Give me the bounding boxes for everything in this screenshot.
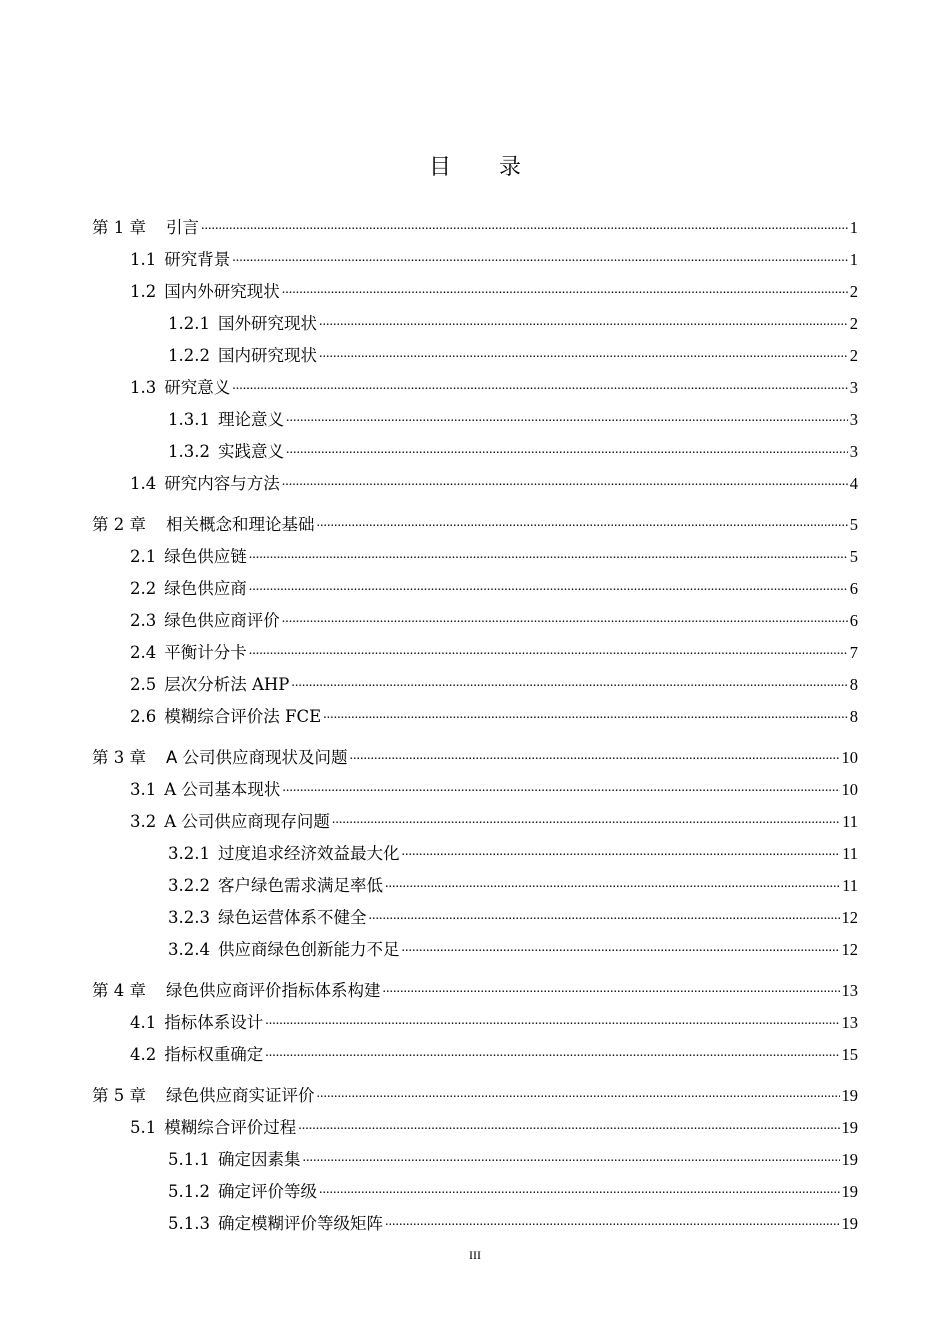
toc-entry-page: 11: [842, 812, 858, 831]
toc-entry-page: 15: [841, 1045, 858, 1064]
toc-dot-leader: [385, 866, 840, 900]
page-title: [0, 150, 950, 181]
toc-entry-title: 国内研究现状: [217, 346, 317, 365]
toc-entry-page: 11: [842, 844, 858, 863]
toc-entry-page: 11: [842, 876, 858, 895]
toc-dot-leader: [302, 1140, 839, 1174]
toc-entry-number: 第 2 章: [92, 515, 146, 534]
toc-dot-leader: [332, 802, 840, 836]
toc-entry-page: 8: [849, 707, 858, 726]
toc-dot-leader: [385, 1204, 840, 1238]
toc-entry-number: 5.1.1: [168, 1150, 210, 1169]
toc-dot-leader: [383, 971, 840, 1005]
toc-dot-leader: [319, 304, 848, 338]
toc-entry-title: A 公司基本现状: [164, 780, 281, 799]
toc-entry-page: 6: [849, 579, 858, 598]
toc-entry-title: 研究内容与方法: [164, 474, 280, 493]
toc-entry-page: 2: [849, 282, 858, 301]
toc-entry-page: 19: [841, 1150, 858, 1169]
toc-entry-number: 5.1.3: [168, 1214, 210, 1233]
toc-entry-page: 2: [849, 314, 858, 333]
toc-dot-leader: [265, 1035, 839, 1069]
toc-dot-leader: [249, 569, 848, 603]
toc-dot-leader: [232, 240, 848, 274]
toc-entry-title: 相关概念和理论基础: [166, 515, 315, 534]
table-of-contents: [92, 212, 858, 1240]
toc-entry-title: 绿色运营体系不健全: [217, 908, 367, 927]
toc-entry-number: 3.2.4: [168, 940, 210, 959]
toc-dot-leader: [282, 464, 848, 498]
toc-entry-number: 3.2.1: [168, 844, 210, 863]
toc-entry-number: 1.3.2: [168, 442, 210, 461]
toc-dot-leader: [249, 537, 848, 571]
toc-dot-leader: [249, 633, 848, 667]
toc-entry-number: 4.2: [130, 1045, 157, 1064]
toc-entry-number: 第 4 章: [92, 981, 146, 1000]
toc-dot-leader: [317, 1076, 840, 1110]
toc-entry-page: 13: [841, 981, 858, 1000]
toc-entry-number: 4.1: [130, 1013, 157, 1032]
toc-entry-number: 3.1: [130, 780, 157, 799]
toc-entry-title: 绿色供应商评价: [164, 611, 280, 630]
toc-dot-leader: [286, 400, 848, 434]
toc-entry-page: 3: [849, 442, 858, 461]
toc-entry-page: 3: [849, 378, 858, 397]
toc-entry-number: 1.1: [130, 250, 157, 269]
toc-dot-leader: [232, 368, 848, 402]
toc-section-entry[interactable]: [92, 1039, 858, 1071]
toc-entry-number: 第 5 章: [92, 1086, 146, 1105]
toc-entry-page: 19: [841, 1118, 858, 1137]
toc-entry-number: 2.4: [130, 643, 157, 662]
toc-entry-title: 确定评价等级: [217, 1182, 317, 1201]
toc-dot-leader: [401, 834, 840, 868]
toc-dot-leader: [282, 601, 848, 635]
toc-entry-title: 确定模糊评价等级矩阵: [217, 1214, 383, 1233]
toc-entry-page: 2: [849, 346, 858, 365]
toc-entry-page: 6: [849, 611, 858, 630]
toc-entry-title: 模糊综合评价过程: [164, 1118, 297, 1137]
toc-entry-page: 4: [849, 474, 858, 493]
toc-entry-page: 1: [849, 250, 858, 269]
toc-entry-number: 1.3.1: [168, 410, 210, 429]
toc-entry-title: 绿色供应商实证评价: [166, 1086, 315, 1105]
title-char-1: 目: [428, 155, 451, 180]
toc-entry-number: 1.3: [130, 378, 157, 397]
toc-entry-title: 研究意义: [164, 378, 231, 397]
toc-entry-number: 2.3: [130, 611, 157, 630]
toc-dot-leader: [201, 208, 848, 242]
toc-entry-number: 5.1.2: [168, 1182, 210, 1201]
toc-entry-number: 1.4: [130, 474, 157, 493]
toc-entry-page: 5: [849, 547, 858, 566]
toc-entry-title: 供应商绿色创新能力不足: [217, 940, 400, 959]
toc-subsection-entry[interactable]: [92, 934, 858, 966]
toc-entry-number: 1.2: [130, 282, 157, 301]
toc-entry-page: 19: [841, 1214, 858, 1233]
toc-entry-title: 研究背景: [164, 250, 231, 269]
toc-entry-number: 2.5: [130, 675, 157, 694]
toc-entry-page: 8: [849, 675, 858, 694]
toc-entry-title: 理论意义: [217, 410, 284, 429]
toc-entry-title: 确定因素集: [217, 1150, 301, 1169]
toc-subsection-entry[interactable]: [92, 1208, 858, 1240]
toc-entry-number: 第 1 章: [92, 218, 146, 237]
toc-entry-number: 3.2: [130, 812, 157, 831]
toc-entry-page: 1: [849, 218, 858, 237]
toc-entry-number: 3.2.2: [168, 876, 210, 895]
toc-dot-leader: [401, 930, 839, 964]
page-number: III: [469, 1248, 481, 1262]
toc-entry-title: 绿色供应链: [164, 547, 247, 566]
toc-section-entry[interactable]: [92, 468, 858, 500]
toc-entry-title: 绿色供应商评价指标体系构建: [166, 981, 381, 1000]
toc-entry-page: 5: [849, 515, 858, 534]
toc-dot-leader: [286, 432, 848, 466]
toc-entry-number: 3.2.3: [168, 908, 210, 927]
toc-entry-number: 1.2.1: [168, 314, 210, 333]
toc-entry-title: 绿色供应商: [164, 579, 247, 598]
toc-entry-page: 10: [841, 780, 858, 799]
toc-dot-leader: [282, 272, 848, 306]
toc-entry-title: 实践意义: [217, 442, 284, 461]
toc-section-entry[interactable]: [92, 701, 858, 733]
toc-entry-page: 12: [841, 940, 858, 959]
toc-dot-leader: [298, 1108, 839, 1142]
toc-entry-title: 引言: [166, 218, 199, 237]
toc-dot-leader: [368, 898, 839, 932]
toc-dot-leader: [323, 697, 848, 731]
toc-entry-title: 模糊综合评价法 FCE: [164, 707, 322, 726]
toc-entry-page: 3: [849, 410, 858, 429]
toc-entry-title: 指标体系设计: [164, 1013, 264, 1032]
toc-dot-leader: [265, 1003, 839, 1037]
toc-dot-leader: [291, 665, 847, 699]
toc-entry-page: 19: [841, 1086, 858, 1105]
toc-entry-number: 2.6: [130, 707, 157, 726]
toc-entry-page: 10: [841, 748, 858, 767]
toc-entry-title: A 公司供应商现存问题: [164, 812, 330, 831]
toc-entry-page: 13: [841, 1013, 858, 1032]
toc-dot-leader: [319, 1172, 840, 1206]
toc-entry-title: 层次分析法 AHP: [164, 675, 290, 694]
toc-dot-leader: [317, 505, 848, 539]
toc-entry-number: 2.1: [130, 547, 157, 566]
toc-entry-page: 19: [841, 1182, 858, 1201]
toc-entry-title: 平衡计分卡: [164, 643, 247, 662]
toc-dot-leader: [282, 770, 839, 804]
toc-entry-page: 12: [841, 908, 858, 927]
toc-entry-title: 国外研究现状: [217, 314, 317, 333]
toc-entry-title: 过度追求经济效益最大化: [217, 844, 400, 863]
toc-entry-page: 7: [849, 643, 858, 662]
title-char-2: 录: [499, 155, 522, 180]
toc-entry-title: 客户绿色需求满足率低: [217, 876, 383, 895]
toc-dot-leader: [350, 738, 840, 772]
toc-entry-title: 国内外研究现状: [164, 282, 280, 301]
toc-dot-leader: [319, 336, 848, 370]
toc-entry-number: 1.2.2: [168, 346, 210, 365]
toc-entry-number: 第 3 章: [92, 748, 146, 767]
toc-entry-title: A 公司供应商现状及问题: [166, 748, 348, 767]
toc-entry-title: 指标权重确定: [164, 1045, 264, 1064]
toc-entry-number: 2.2: [130, 579, 157, 598]
toc-entry-number: 5.1: [130, 1118, 157, 1137]
